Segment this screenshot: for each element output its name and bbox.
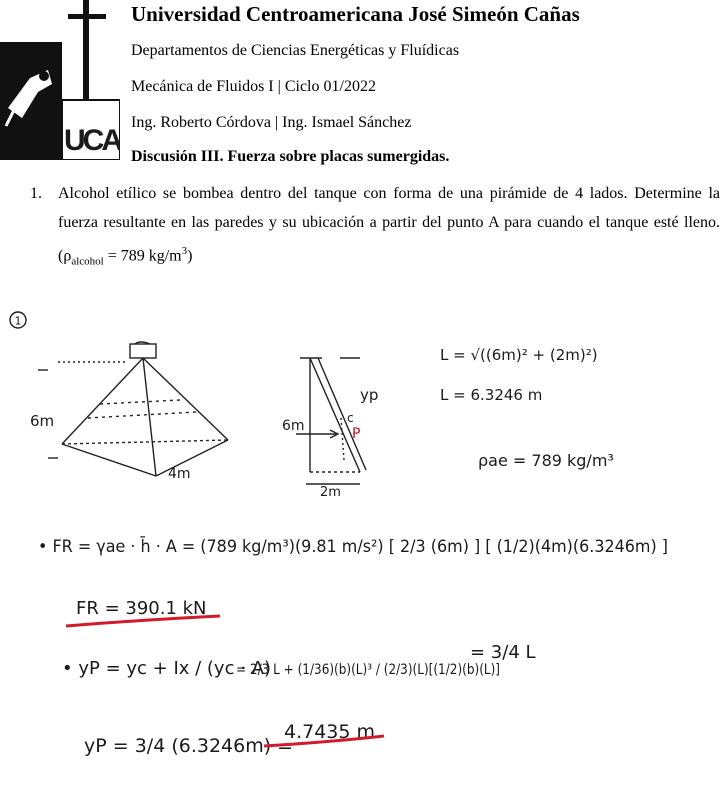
yp-final-result: 4.7435 m — [284, 721, 376, 743]
yp-formula-rhs: = 3/4 L — [470, 642, 536, 663]
professors: Ing. Roberto Córdova | Ing. Ismael Sánchez — [131, 114, 412, 131]
slant-value: L = 6.3246 m — [440, 386, 543, 404]
slant-formula: L = √((6m)² + (2m)²) — [440, 346, 598, 364]
side-height-label: 6m — [282, 418, 305, 434]
c-label: c — [347, 411, 354, 425]
pyramid-base-label: 4m — [168, 466, 191, 482]
university-logo — [0, 0, 120, 160]
discussion-title: Discusión III. Fuerza sobre placas sumergidas. — [131, 148, 450, 165]
p-label: P — [352, 426, 361, 442]
handwritten-solution — [0, 300, 726, 788]
density-value: ρae = 789 kg/m³ — [478, 451, 614, 470]
force-formula: • FR = γae · h̄ · A = (789 kg/m³)(9.81 m/s²) [ 2/3 (6m) ] [ (1/2)(4m)(6.3246m) ] — [38, 537, 710, 557]
yp-final-lhs: yP = 3/4 (6.3246m) = — [84, 735, 294, 757]
logo-text: UCA — [64, 124, 120, 157]
svg-text:1: 1 — [14, 314, 22, 328]
force-result: FR = 390.1 kN — [76, 598, 207, 619]
solution-marker — [10, 312, 26, 328]
pyramid-diagram — [38, 342, 228, 476]
yp-formula-lhs: • yP = yc + Ix / (yc · A) — [62, 658, 271, 679]
yp-formula-mid: = 2/3 L + (1/36)(b)(L)³ / (2/3)(L)[(1/2)(b)(L)] — [236, 662, 500, 678]
side-base-label: 2m — [320, 485, 341, 500]
university-name: Universidad Centroamericana José Simeón Cañas — [131, 2, 580, 26]
problem-number: 1. — [30, 185, 42, 202]
side-view-diagram — [296, 358, 366, 484]
problem-statement — [30, 179, 720, 277]
problem-text: Alcohol etílico se bombea dentro del tanque con forma de una pirámide de 4 lados. Determine la fuerza resultante en las paredes y su ubicación a partir del punto A para cuando el tanque esté lleno. ($\rho_{alcohol} = 789$ $kg/m^3$) — [58, 185, 720, 268]
yp-label: yp — [360, 386, 379, 404]
department-name: Departamentos de Ciencias Energéticas y Fluídicas — [131, 42, 460, 59]
pyramid-height-label: 6m — [30, 412, 55, 430]
course-name: Mecánica de Fluidos I | Ciclo 01/2022 — [131, 78, 376, 95]
